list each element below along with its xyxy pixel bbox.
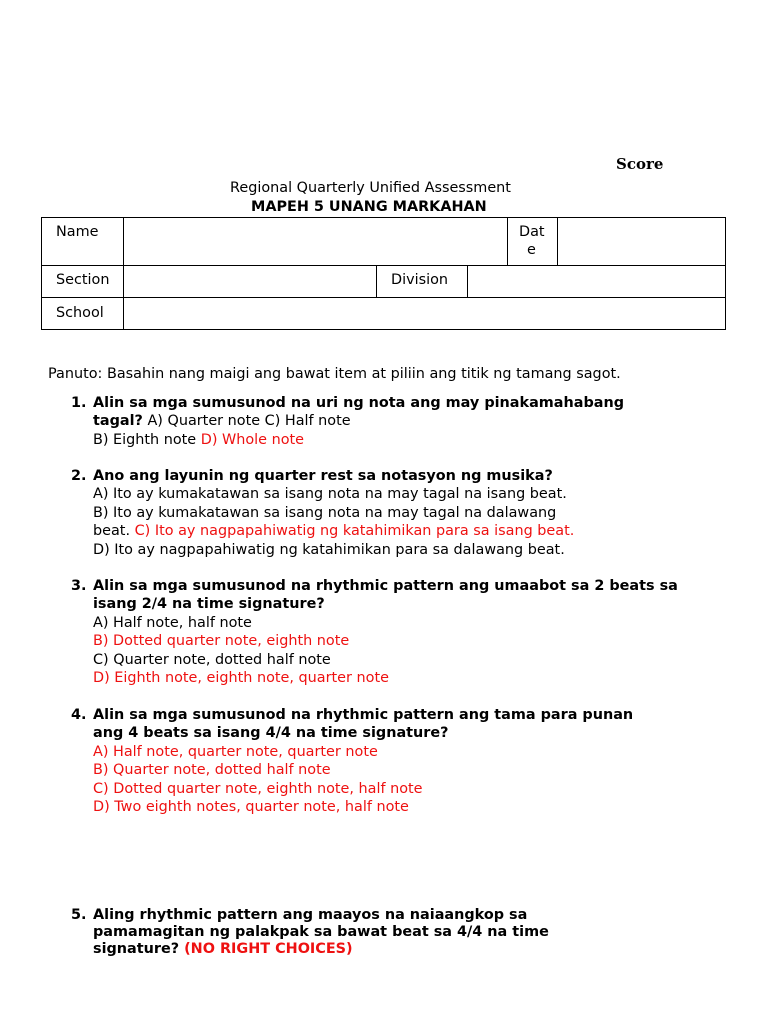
question-text-cont: tagal? [93,413,143,430]
question-text: Alin sa mga sumusunod na uri ng nota ang may pinakamahabang [93,395,625,411]
question-text-cont-2: signature? [93,941,185,957]
date-field[interactable] [557,217,726,266]
date-label-part2: e [527,242,536,258]
division-field[interactable] [467,265,726,298]
instructions: Panuto: Basahin nang maigi ang bawat item at piliin ang titik ng tamang sagot. [48,366,621,382]
correct-choice-c: C) Dotted quarter note, eighth note, half note [93,780,423,797]
choice-c: C) Quarter note, dotted half note [93,651,331,668]
choice-a: A) Ito ay kumakatawan sa isang nota na may tagal na isang beat. [93,486,567,503]
question-4 [71,706,633,816]
date-label-part1: Dat [519,224,545,240]
correct-choice-c: C) Ito ay nagpapahiwatig ng katahimikan para sa isang beat. [134,523,575,540]
question-1 [71,394,624,449]
choice-b: B) Eighth note [93,431,201,448]
question-number: 3. [71,578,87,594]
choice-b: B) Ito ay kumakatawan sa isang nota na may tagal na dalawang [93,504,557,521]
choice-d: D) Ito ay nagpapahiwatig ng katahimikan para sa dalawang beat. [93,541,565,558]
correct-choice-d: D) Whole note [200,431,305,448]
question-text-cont: isang 2/4 na time signature? [93,596,325,613]
question-number: 2. [71,468,87,484]
question-text-cont: pamamagitan ng palakpak sa bawat beat sa 4/4 na time [93,924,549,940]
answer-note: (NO RIGHT CHOICES) [184,941,353,957]
correct-choice-d: D) Eighth note, eighth note, quarter note [93,670,389,687]
division-label: Division [391,272,449,288]
question-number: 1. [71,395,87,411]
document-title: MAPEH 5 UNANG MARKAHAN [251,199,487,215]
correct-choice-a: A) Half note, quarter note, quarter note [93,743,378,760]
question-text: Alin sa mga sumusunod na rhythmic pattern ang tama para punan [93,707,634,723]
score-label: Score [616,155,664,173]
school-label: School [56,305,104,321]
question-3 [71,577,678,687]
correct-choice-d: D) Two eighth notes, quarter note, half note [93,799,409,816]
name-field[interactable] [123,217,508,266]
choice-b-cont: beat. [93,523,135,540]
student-info-table [41,217,726,330]
question-number: 5. [71,907,87,923]
question-text: Alin sa mga sumusunod na rhythmic pattern ang umaabot sa 2 beats sa [93,578,678,594]
question-2 [71,467,574,559]
section-field[interactable] [123,265,377,298]
section-label: Section [56,272,110,288]
name-label: Name [56,224,99,240]
question-text: Ano ang layunin ng quarter rest sa notasyon ng musika? [93,468,553,484]
question-5 [71,907,549,958]
choice-a: A) Half note, half note [93,614,252,631]
choices-a-c: A) Quarter note C) Half note [142,413,351,430]
school-field[interactable] [123,297,726,330]
correct-choice-b: B) Quarter note, dotted half note [93,762,331,779]
question-text-cont: ang 4 beats sa isang 4/4 na time signature? [93,725,449,742]
document-subtitle: Regional Quarterly Unified Assessment [230,180,511,196]
question-number: 4. [71,707,87,723]
correct-choice-b: B) Dotted quarter note, eighth note [93,633,350,650]
question-text: Aling rhythmic pattern ang maayos na naiaangkop sa [93,907,528,923]
